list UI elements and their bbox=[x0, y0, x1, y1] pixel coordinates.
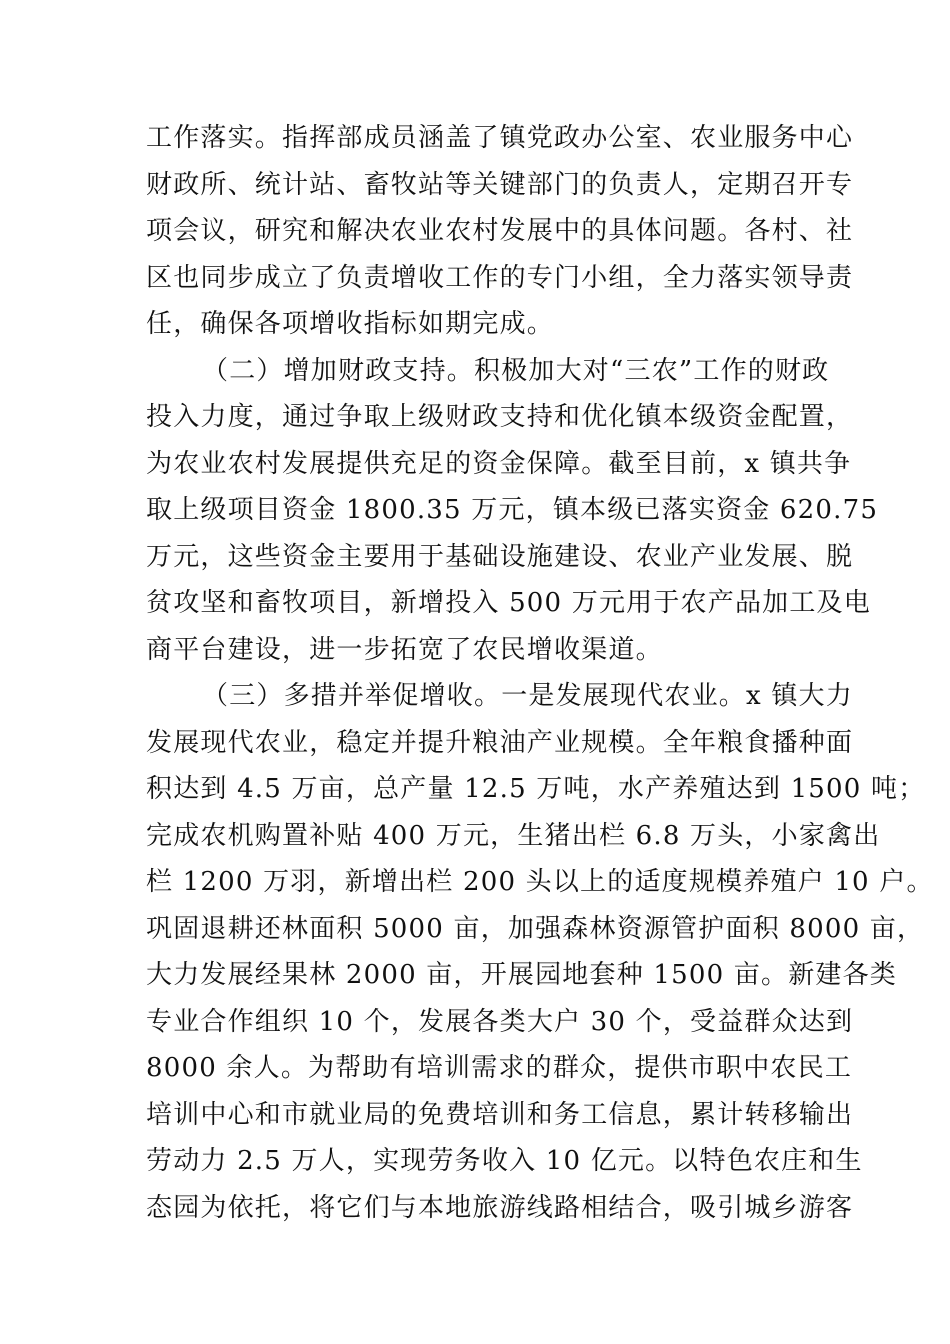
text-line: 积达到 4.5 万亩，总产量 12.5 万吨，水产养殖达到 1500 吨； bbox=[146, 774, 926, 804]
text-line: 投入力度，通过争取上级财政支持和优化镇本级资金配置， bbox=[146, 402, 854, 432]
text-line: 取上级项目资金 1800.35 万元，镇本级已落实资金 620.75 bbox=[146, 495, 879, 525]
text-line: 商平台建设，进一步拓宽了农民增收渠道。 bbox=[146, 634, 663, 665]
text-line: 区也同步成立了负责增收工作的专门小组，全力落实领导责 bbox=[146, 262, 854, 293]
body-text bbox=[146, 115, 934, 1231]
section-heading-line: （三）多措并举促增收。一是发展现代农业。x 镇大力 bbox=[202, 681, 853, 711]
text-line: 栏 1200 万羽，新增出栏 200 头以上的适度规模养殖户 10 户。 bbox=[146, 867, 934, 897]
text-line: 劳动力 2.5 万人，实现劳务收入 10 亿元。以特色农庄和生 bbox=[146, 1146, 863, 1176]
text-line: 万元，这些资金主要用于基础设施建设、农业产业发展、脱 bbox=[146, 541, 854, 572]
text-line: 为农业农村发展提供充足的资金保障。截至目前，x 镇共争 bbox=[146, 448, 852, 479]
text-line: 任，确保各项增收指标如期完成。 bbox=[146, 309, 555, 339]
text-line: 项会议，研究和解决农业农村发展中的具体问题。各村、社 bbox=[146, 216, 854, 246]
text-line: 发展现代农业，稳定并提升粮油产业规模。全年粮食播种面 bbox=[146, 727, 854, 758]
text-line: 巩固退耕还林面积 5000 亩，加强森林资源管护面积 8000 亩， bbox=[146, 913, 925, 944]
text-line: 8000 余人。为帮助有培训需求的群众，提供市职中农民工 bbox=[146, 1053, 853, 1083]
text-line: 态园为依托，将它们与本地旅游线路相结合，吸引城乡游客 bbox=[146, 1192, 854, 1223]
text-line: 工作落实。指挥部成员涵盖了镇党政办公室、农业服务中心 bbox=[146, 123, 854, 153]
text-line: 财政所、统计站、畜牧站等关键部门的负责人，定期召开专 bbox=[146, 169, 854, 200]
text-line: 培训中心和市就业局的免费培训和务工信息，累计转移输出 bbox=[146, 1099, 854, 1130]
section-heading-line: （二）增加财政支持。积极加大对“三农”工作的财政 bbox=[202, 355, 830, 386]
text-line: 完成农机购置补贴 400 万元，生猪出栏 6.8 万头，小家禽出 bbox=[146, 820, 881, 851]
text-line: 专业合作组织 10 个，发展各类大户 30 个，受益群众达到 bbox=[146, 1006, 854, 1037]
text-line: 大力发展经果林 2000 亩，开展园地套种 1500 亩。新建各类 bbox=[146, 960, 897, 990]
text-line: 贫攻坚和畜牧项目，新增投入 500 万元用于农产品加工及电 bbox=[146, 588, 871, 618]
